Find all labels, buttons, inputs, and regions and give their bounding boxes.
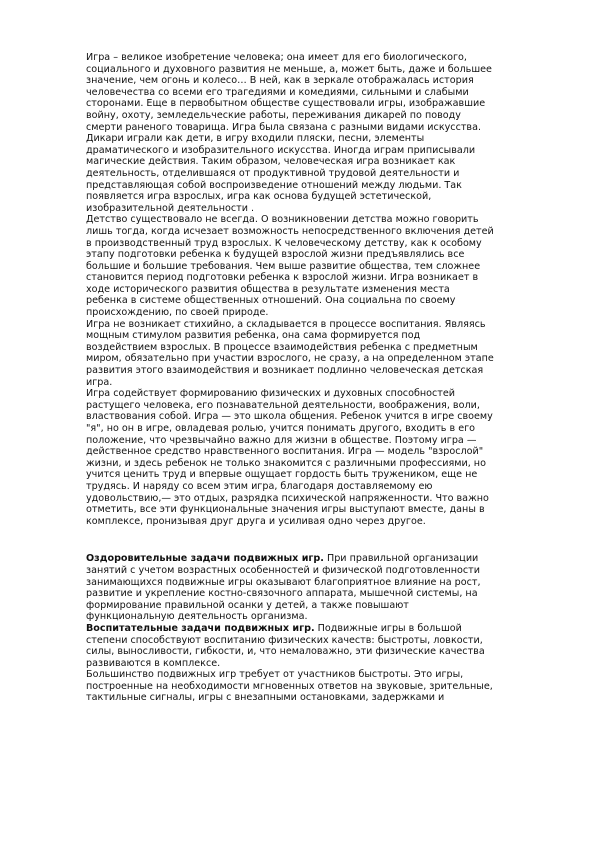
paragraph-game-upbringing: Игра не возникает стихийно, а складывается в процессе воспитания. Являясь мощным стимулом развития ребенка, она сама формируется под воздействием взрослых. В процессе взаимодействия ребенка с предметным миром, обязательно при участии взрослого, не сразу, а на определенном этапе развития этого взаимодействия и возникает подлинно человеческая детская игра. [86,318,494,388]
section-heading-education: Воспитательные задачи подвижных игр. [86,622,315,634]
paragraph-childhood: Детство существовало не всегда. О возникновении детства можно говорить лишь тогда, когда исчезает возможность непосредственного включения детей в производственный труд взрослых. К человеческому детству, как к особому этапу подготовки ребенка к будущей взрослой жизни предъявлялись все большие и большие требования. Чем выше развитие общества, тем сложнее становится период подготовки ребенка к взрослой жизни. Игра возникает в ходе исторического развития общества в результате изменения места ребенка в системе общественных отношений. Она социальна по своему происхождению, по своей природе. [86,214,494,319]
section-education-tasks [86,623,554,669]
document-page [86,52,554,704]
section-gap [86,527,554,553]
paragraph-game-invention: Игра – великое изобретение человека; она имеет для его биологического, социального и духовного развития не меньше, а, может быть, даже и большее значение, чем огонь и колесо… В ней, как в зеркале отображалась история человечества со всеми его трагедиями и комедиями, сильными и слабыми сторонами. Еще в первобытном обществе существовали игры, изображавшие войну, охоту, земледельческие работы, переживания дикарей по поводу смерти раненого товарища. Игра была связана с разными видами искусства. Дикари играли как дети, в игру входили пляски, песни, элементы драматического и изобразительного искусства. Иногда играм приписывали магические действия. Таким образом, человеческая игра возникает как деятельность, отделившаяся от продуктивной трудовой деятельности и представляющая собой воспроизведение отношений между людьми. Так появляется игра взрослых, игра как основа будущей эстетической, изобразительной деятельности . [86,52,492,214]
paragraph-speed-games: Большинство подвижных игр требует от участников быстроты. Это игры, построенные на необходимости мгновенных ответов на звуковые, зрительные, тактильные сигналы, игры с внезапными остановками, задержками и [86,669,493,704]
section-heading-health: Оздоровительные задачи подвижных игр. [86,553,324,565]
section-text-health: При правильной организации занятий с учетом возрастных особенностей и физической подготовленности занимающихся подвижные игры оказывают благоприятное влияние на рост, развитие и укрепление костно-связочного аппарата, мышечной системы, на формирование правильной осанки у детей, а также повышают функциональную деятельность организма. [86,553,481,623]
section-text-education: Подвижные игры в большой степени способствуют воспитанию физических качеств: быстроты, ловкости, силы, выносливости, гибкости, и, что немаловажно, эти физические качества развиваются в комплексе. [86,622,485,669]
paragraph-game-abilities: Игра содействует формированию физических и духовных способностей растущего человека, его познавательной деятельности, воображения, воли, властвования собой. Игра — это школа общения. Ребенок учится в игре своему "я", но он в игре, овладевая ролью, учится понимать другого, входить в его положение, что чрезвычайно важно для жизни в обществе. Поэтому игра — действенное средство нравственного воспитания. Игра — модель "взрослой" жизни, и здесь ребенок не только знакомится с различными профессиями, но учится ценить труд и впервые ощущает гордость быть тружеником, еще не трудясь. И наряду со всем этим игра, благодаря доставляемому ею удовольствию,— это отдых, разрядка психической напряженности. Что важно отметить, все эти функциональные значения игры выступают вместе, даны в комплексе, пронизывая друг друга и усиливая одно через другое. [86,388,493,527]
section-health-tasks [86,553,554,623]
